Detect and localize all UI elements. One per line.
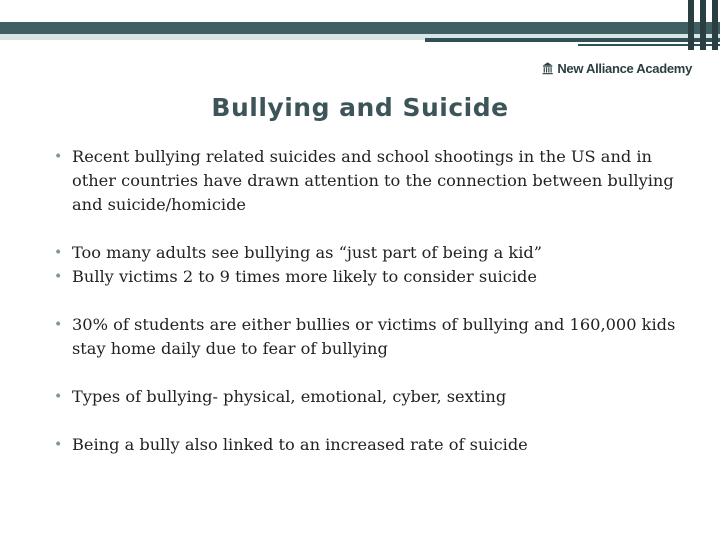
bullet-text: Being a bully also linked to an increased rate of suicide bbox=[72, 435, 528, 454]
bullet-text: Too many adults see bullying as “just part of being a kid” bbox=[72, 243, 543, 262]
corner-decoration bbox=[688, 0, 720, 50]
building-icon bbox=[542, 57, 553, 79]
bullet-item bbox=[54, 433, 694, 457]
logo-text: New Alliance Academy bbox=[557, 60, 692, 76]
bullet-item bbox=[54, 145, 694, 217]
bullet-list bbox=[54, 145, 694, 457]
bullet-marker: • bbox=[54, 149, 63, 165]
bullet-item bbox=[54, 313, 694, 361]
bullet-marker: • bbox=[54, 389, 63, 405]
header-accent-line bbox=[425, 38, 720, 42]
bullet-item bbox=[54, 385, 694, 409]
bullet-text: Bully victims 2 to 9 times more likely to consider suicide bbox=[72, 267, 537, 286]
school-logo bbox=[542, 55, 692, 81]
bullet-text: Types of bullying- physical, emotional, cyber, sexting bbox=[72, 387, 507, 406]
bullet-text: Recent bullying related suicides and school shootings in the US and in other countries have drawn attention to the connection between bullying and suicide/homicide bbox=[72, 147, 674, 214]
bullet-marker: • bbox=[54, 269, 63, 285]
bullet-text: 30% of students are either bullies or victims of bullying and 160,000 kids stay home daily due to fear of bullying bbox=[72, 315, 676, 358]
bullet-marker: • bbox=[54, 437, 63, 453]
bullet-item bbox=[54, 241, 694, 265]
bullet-marker: • bbox=[54, 245, 63, 261]
bullet-marker: • bbox=[54, 317, 63, 333]
slide-title: Bullying and Suicide bbox=[211, 93, 509, 122]
header-top bbox=[0, 0, 720, 22]
bullet-item bbox=[54, 265, 694, 289]
header-band bbox=[0, 22, 720, 34]
